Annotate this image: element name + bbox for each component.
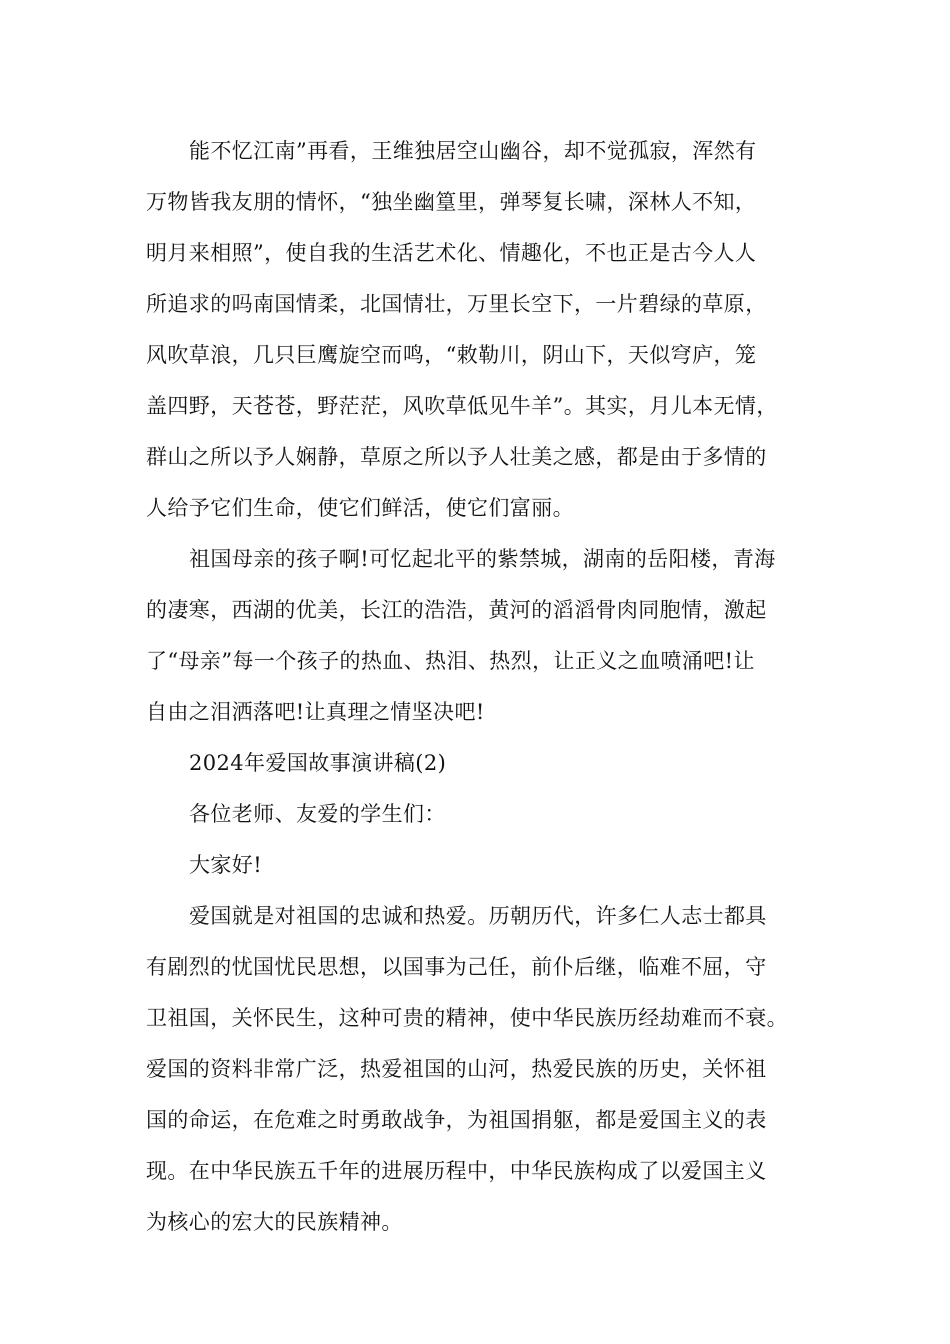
salutation: 各位老师、友爱的学生们： (189, 802, 446, 826)
text-line: 的凄寒，西湖的优美，长江的浩浩，黄河的滔滔骨肉同胞情，激起 (146, 598, 767, 622)
text-line: 有剧烈的忧国忧民思想，以国事为己任，前仆后继，临难不屈，守 (146, 955, 767, 979)
text-line: 为核心的宏大的民族精神。 (146, 1210, 403, 1234)
greeting: 大家好! (189, 853, 263, 877)
text-line: 明月来相照”，使自我的生活艺术化、情趣化，不也正是古今人人 (146, 241, 757, 265)
text-line: 所追求的吗南国情柔，北国情壮，万里长空下，一片碧绿的草原， (146, 292, 767, 316)
section-title: 2024年爱国故事演讲稿(2) (189, 751, 447, 775)
text-line: 群山之所以予人娴静，草原之所以予人壮美之感，都是由于多情的 (146, 445, 767, 469)
text-line: 万物皆我友朋的情怀，“独坐幽篁里，弹琴复长啸，深林人不知， (146, 190, 757, 214)
text-line: 能不忆江南”再看，王维独居空山幽谷，却不觉孤寂，浑然有 (189, 139, 757, 163)
text-line: 国的命运，在危难之时勇敢战争，为祖国捐躯，都是爱国主义的表 (146, 1108, 767, 1132)
text-line: 现。在中华民族五千年的进展历程中，中华民族构成了以爱国主义 (146, 1159, 767, 1183)
document-body (146, 126, 808, 1248)
text-line: 了“母亲”每一个孩子的热血、热泪、热烈，让正义之血喷涌吧!让 (146, 649, 755, 673)
text-line: 自由之泪洒落吧!让真理之情坚决吧! (146, 700, 485, 724)
text-line: 风吹草浪，几只巨鹰旋空而鸣，“敕勒川，阴山下，天似穹庐，笼 (146, 343, 757, 367)
text-line: 盖四野，天苍苍，野茫茫，风吹草低见牛羊”。其实，月儿本无情， (146, 394, 778, 418)
text-line: 卫祖国，关怀民生，这种可贵的精神，使中华民族历经劫难而不衰。 (146, 1006, 788, 1030)
text-line: 人给予它们生命，使它们鲜活，使它们富丽。 (146, 496, 574, 520)
text-line: 爱国的资料非常广泛，热爱祖国的山河，热爱民族的历史，关怀祖 (146, 1057, 767, 1081)
text-line: 祖国母亲的孩子啊!可忆起北平的紫禁城，湖南的岳阳楼，青海 (189, 547, 776, 571)
text-line: 爱国就是对祖国的忠诚和热爱。历朝历代，许多仁人志士都具 (189, 904, 767, 928)
